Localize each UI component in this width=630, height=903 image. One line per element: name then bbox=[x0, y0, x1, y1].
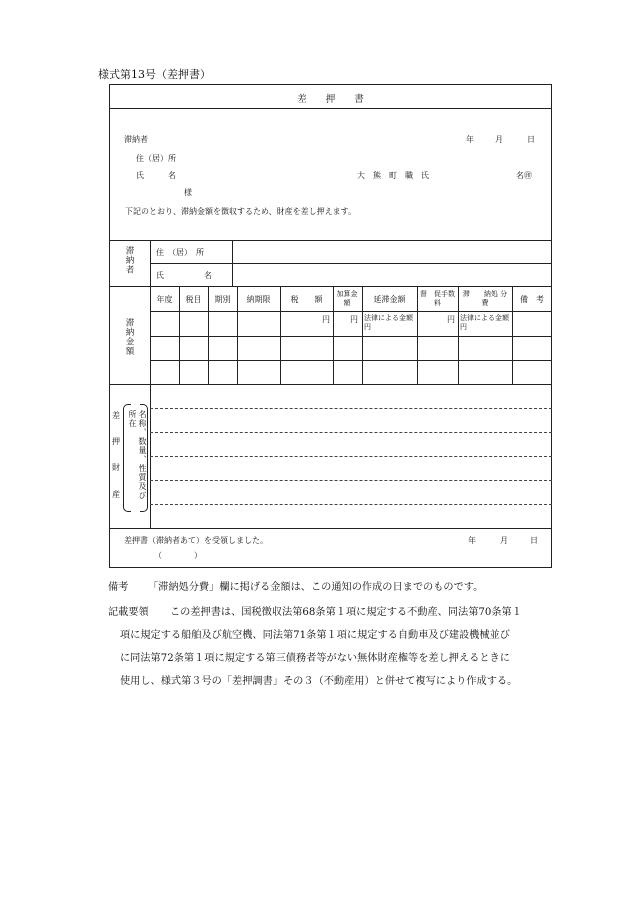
receipt-text: 差押書（滞納者あて）を受領しました。 bbox=[124, 536, 268, 545]
col-tax-amount: 税 額 bbox=[290, 295, 323, 304]
property-dashed-line bbox=[150, 456, 552, 457]
form-number: 様式第13号（差押書） bbox=[98, 68, 211, 81]
remark-label: 備考 bbox=[108, 582, 129, 593]
unit-disposal: 法律による金額 円 bbox=[460, 314, 523, 331]
divider bbox=[333, 286, 334, 384]
taxpayer-address-label: 住 （居） 所 bbox=[156, 248, 204, 257]
address-label: 住（居）所 bbox=[136, 154, 176, 163]
taxpayer-label: 滞納者 bbox=[124, 135, 148, 144]
guide-line: この差押書は、国税徴収法第68条第１項に規定する不動産、同法第70条第１ bbox=[170, 607, 522, 618]
date-day: 日 bbox=[527, 135, 535, 144]
receipt-paren: （ ） bbox=[154, 551, 202, 560]
statement: 下記のとおり、滞納金額を徴収するため、財産を差し押えます。 bbox=[125, 207, 357, 216]
divider bbox=[109, 528, 552, 529]
divider bbox=[458, 286, 459, 384]
col-delinquency-amount: 延滞金額 bbox=[373, 295, 406, 304]
guide-line: 項に規定する船舶及び航空機、同法第71条第１項に規定する自動車及び建設機械並び bbox=[120, 630, 510, 641]
col-dunning-fee: 督 促手数料 bbox=[420, 290, 455, 307]
official-seal: 名㊞ bbox=[516, 171, 532, 180]
date-year: 年 bbox=[466, 135, 474, 144]
date-month: 月 bbox=[495, 135, 503, 144]
unit-dunning: 円 bbox=[447, 315, 455, 324]
receipt-year: 年 bbox=[468, 536, 476, 545]
divider bbox=[150, 311, 552, 312]
form-title: 差 押 書 bbox=[297, 94, 364, 105]
divider bbox=[109, 384, 552, 385]
taxpayer-section-label: 滞納者 bbox=[124, 246, 134, 275]
unit-tax: 円 bbox=[322, 315, 330, 324]
divider bbox=[109, 108, 552, 109]
official-title: 大 熊 町 職 氏 bbox=[357, 171, 429, 180]
property-dashed-line bbox=[150, 504, 552, 505]
remark-text: 「滞納処分費」欄に掲げる金額は、この通知の作成の日までのものです。 bbox=[148, 582, 484, 593]
col-disposal-cost: 滞 納処 分 費 bbox=[462, 290, 508, 307]
unit-addition: 円 bbox=[350, 315, 358, 324]
guide-line: 使用し、様式第３号の「差押調書」その３（不動産用）と併せて複写により作成する。 bbox=[120, 676, 518, 687]
property-label-char: 差 bbox=[112, 411, 120, 420]
property-label-char: 財 bbox=[112, 463, 120, 472]
bracket-right bbox=[140, 404, 148, 512]
receipt-month: 月 bbox=[500, 536, 508, 545]
receipt-day: 日 bbox=[530, 536, 538, 545]
divider bbox=[109, 240, 552, 241]
col-remarks: 備 考 bbox=[520, 295, 544, 304]
honorific: 様 bbox=[184, 188, 192, 197]
divider bbox=[150, 336, 552, 337]
divider bbox=[109, 286, 552, 287]
col-period: 期別 bbox=[214, 295, 231, 304]
guide-label: 記載要領 bbox=[108, 607, 149, 618]
divider bbox=[150, 263, 552, 264]
divider bbox=[150, 360, 552, 361]
property-dashed-line bbox=[150, 408, 552, 409]
property-label-char: 押 bbox=[112, 437, 120, 446]
unit-delinquency: 法律による金額 円 bbox=[364, 314, 427, 331]
col-fiscal-year: 年度 bbox=[156, 295, 173, 304]
divider bbox=[417, 286, 418, 384]
name-label: 氏 名 bbox=[136, 171, 176, 180]
col-due-date: 納期限 bbox=[246, 295, 271, 304]
col-tax-item: 税目 bbox=[185, 295, 202, 304]
taxpayer-name-label: 氏 名 bbox=[156, 271, 212, 280]
property-bracket-note: 名称、数量、性質及び所在 bbox=[128, 410, 147, 500]
amount-section-label: 滞納金額 bbox=[124, 318, 134, 356]
property-dashed-line bbox=[150, 432, 552, 433]
property-dashed-line bbox=[150, 480, 552, 481]
property-label-char: 産 bbox=[112, 490, 120, 499]
guide-line: に同法第72条第１項に規定する第三債務者等がない無体財産権等を差し押えるときに bbox=[120, 653, 510, 664]
col-addition-amount: 加算金額 bbox=[336, 290, 358, 307]
